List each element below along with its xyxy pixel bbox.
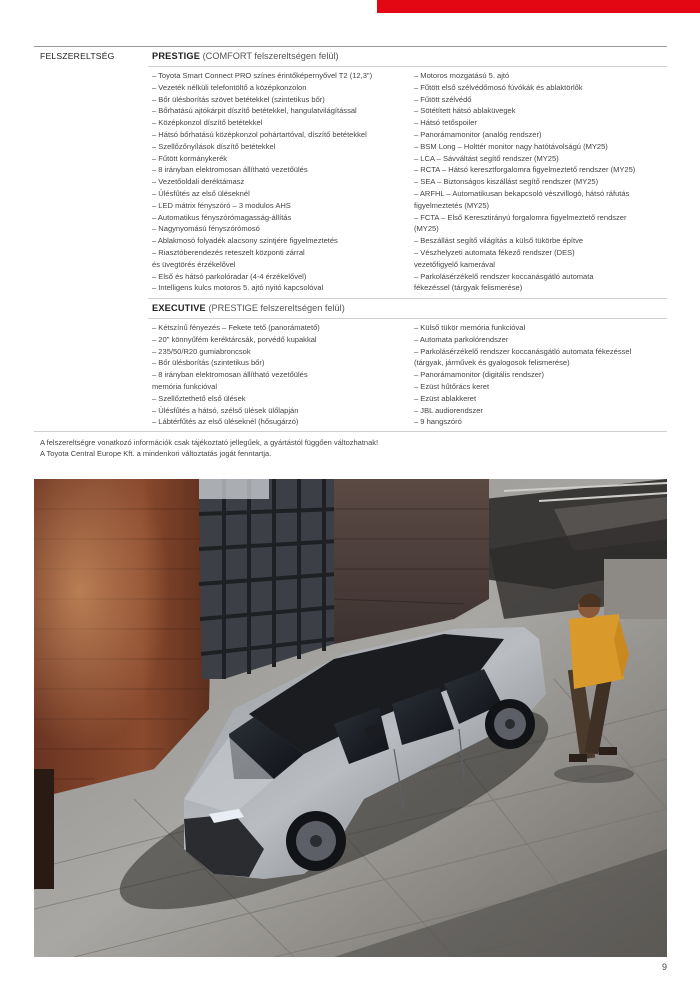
prestige-subtitle: (COMFORT felszereltségen felül) bbox=[202, 51, 339, 61]
list-item: figyelmeztetés (MY25) bbox=[414, 200, 490, 210]
list-item: – SEA – Biztonságos kiszállást segítő rendszer (MY25) bbox=[414, 177, 599, 187]
list-item: – LCA – Sávváltást segítő rendszer (MY25) bbox=[414, 153, 559, 163]
list-item: – Hátsó bőrhatású középkonzol pohártartóval, díszítő betétekkel bbox=[152, 129, 367, 139]
prestige-heading bbox=[152, 46, 339, 66]
list-item: – Automatikus fényszórómagasság-állítás bbox=[152, 212, 292, 222]
list-item: – Sötétített hátsó ablaküvegek bbox=[414, 106, 516, 116]
list-item: – Első és hátsó parkolóradar (4-4 érzékelővel) bbox=[152, 271, 307, 281]
list-item: – Nagynyomású fényszórómosó bbox=[152, 224, 260, 234]
list-item: – Parkolásérzékelő rendszer koccanásgátló automata fékezéssel bbox=[414, 346, 632, 356]
executive-left-list bbox=[152, 322, 320, 428]
list-item: – Intelligens kulcs motoros 5. ajtó nyitó kapcsolóval bbox=[152, 283, 324, 293]
prestige-title: PRESTIGE bbox=[152, 51, 201, 61]
list-item: – Külső tükör memória funkcióval bbox=[414, 323, 526, 332]
list-item: – 235/50/R20 gumiabroncsok bbox=[152, 346, 251, 356]
list-item: – Vészhelyzeti automata fékező rendszer (DES) bbox=[414, 247, 575, 257]
list-item: – Ezüst hűtőrács keret bbox=[414, 381, 490, 391]
list-item: – Szellőzőnyílások díszítő betétekkel bbox=[152, 141, 276, 151]
executive-rule bbox=[148, 318, 667, 319]
list-item: – Kétszínű fényezés – Fekete tető (panorámatető) bbox=[152, 323, 320, 332]
list-item: – Toyota Smart Connect PRO színes érintőképernyővel T2 (12,3") bbox=[152, 71, 373, 80]
list-item: – 20" könnyűfém keréktárcsák, porvédő kupakkal bbox=[152, 334, 317, 344]
list-item: és üvegtörés érzékelővel bbox=[152, 259, 236, 269]
list-item: fékezéssel (tárgyak felismerése) bbox=[414, 283, 523, 293]
list-item: – Szellőztethető első ülések bbox=[152, 393, 246, 403]
list-item: – Panorámamonitor (analóg rendszer) bbox=[414, 129, 542, 139]
footnote-disclaimer: A felszereltségre vonatkozó információk csak tájékoztató jellegűek, a gyártástól függően változhatnak! bbox=[40, 438, 379, 447]
table-top-rule bbox=[34, 46, 667, 47]
prestige-rule bbox=[148, 66, 667, 67]
list-item: – Riasztóberendezés reteszelt központi zárral bbox=[152, 247, 305, 257]
spec-label: FELSZERELTSÉG bbox=[40, 51, 115, 61]
list-item: – ARFHL – Automatikusan bekapcsoló vészvillogó, hátsó ráfutás bbox=[414, 188, 630, 198]
list-item: (MY25) bbox=[414, 224, 439, 234]
list-item: – LED mátrix fényszóró – 3 modulos AHS bbox=[152, 200, 291, 210]
list-item: – Fűtött első szélvédőmosó fúvókák és ablaktörlők bbox=[414, 82, 583, 92]
list-item: vezetőfigyelő kamerával bbox=[414, 259, 495, 269]
list-item: – Hátsó tetőspoiler bbox=[414, 118, 477, 128]
executive-title: EXECUTIVE bbox=[152, 303, 206, 313]
list-item: – RCTA – Hátsó keresztforgalomra figyelmeztető rendszer (MY25) bbox=[414, 165, 636, 175]
list-item: – 8 irányban elektromosan állítható vezetőülés bbox=[152, 165, 308, 175]
executive-heading bbox=[152, 298, 345, 318]
list-item: – Parkolásérzékelő rendszer koccanásgátló automata bbox=[414, 271, 594, 281]
table-bottom-rule bbox=[34, 431, 667, 432]
brand-accent-bar bbox=[377, 0, 700, 13]
list-item: – Automata parkolórendszer bbox=[414, 334, 509, 344]
list-item: – BSM Long – Holttér monitor nagy hatótávolságú (MY25) bbox=[414, 141, 608, 151]
list-item: – Fűtött szélvédő bbox=[414, 94, 472, 104]
list-item: – Középkonzol díszítő betétekkel bbox=[152, 118, 263, 128]
list-item: – Lábtérfűtés az első üléseknél (hősugárzó) bbox=[152, 417, 299, 427]
list-item: – 8 irányban elektromosan állítható vezetőülés bbox=[152, 370, 308, 380]
executive-subtitle: (PRESTIGE felszereltségen felül) bbox=[208, 303, 345, 313]
list-item: – Vezetőoldali deréktámasz bbox=[152, 177, 245, 187]
list-item: – 9 hangszóró bbox=[414, 417, 462, 427]
prestige-left-list bbox=[152, 70, 372, 294]
list-item: – Ezüst ablakkeret bbox=[414, 393, 477, 403]
list-item: – Ülésfűtés az első üléseknél bbox=[152, 188, 250, 198]
list-item: – JBL audiorendszer bbox=[414, 405, 483, 415]
list-item: – Motoros mozgatású 5. ajtó bbox=[414, 71, 510, 80]
list-item: – Beszállást segítő világítás a külső tükörbe építve bbox=[414, 236, 584, 246]
list-item: – FCTA – Első Keresztirányú forgalomra figyelmeztető rendszer bbox=[414, 212, 627, 222]
list-item: – Fűtött kormánykerék bbox=[152, 153, 228, 163]
list-item: – Ülésfűtés a hátsó, szélső ülések ülőlapján bbox=[152, 405, 299, 415]
list-item: memória funkcióval bbox=[152, 381, 218, 391]
prestige-right-list bbox=[414, 70, 635, 294]
list-item: – Panorámamonitor (digitális rendszer) bbox=[414, 370, 545, 380]
list-item: – Ablakmosó folyadék alacsony szintjére figyelmeztetés bbox=[152, 236, 338, 246]
list-item: – Bőrhatású ajtókárpit díszítő betétekkel, hangulatvilágítással bbox=[152, 106, 357, 116]
car-photo bbox=[34, 479, 667, 957]
list-item: – Bőr ülésborítás szövet betétekkel (szintetikus bőr) bbox=[152, 94, 325, 104]
list-item: – Bőr ülésborítás (szintetikus bőr) bbox=[152, 358, 265, 368]
list-item: (tárgyak, járművek és gyalogosok felismerése) bbox=[414, 358, 570, 368]
executive-right-list bbox=[414, 322, 631, 428]
footnote-rights: A Toyota Central Europe Kft. a mindenkori változtatás jogát fenntartja. bbox=[40, 449, 272, 458]
page-number: 9 bbox=[661, 962, 667, 972]
list-item: – Vezeték nélküli telefontöltő a középkonzolon bbox=[152, 82, 307, 92]
